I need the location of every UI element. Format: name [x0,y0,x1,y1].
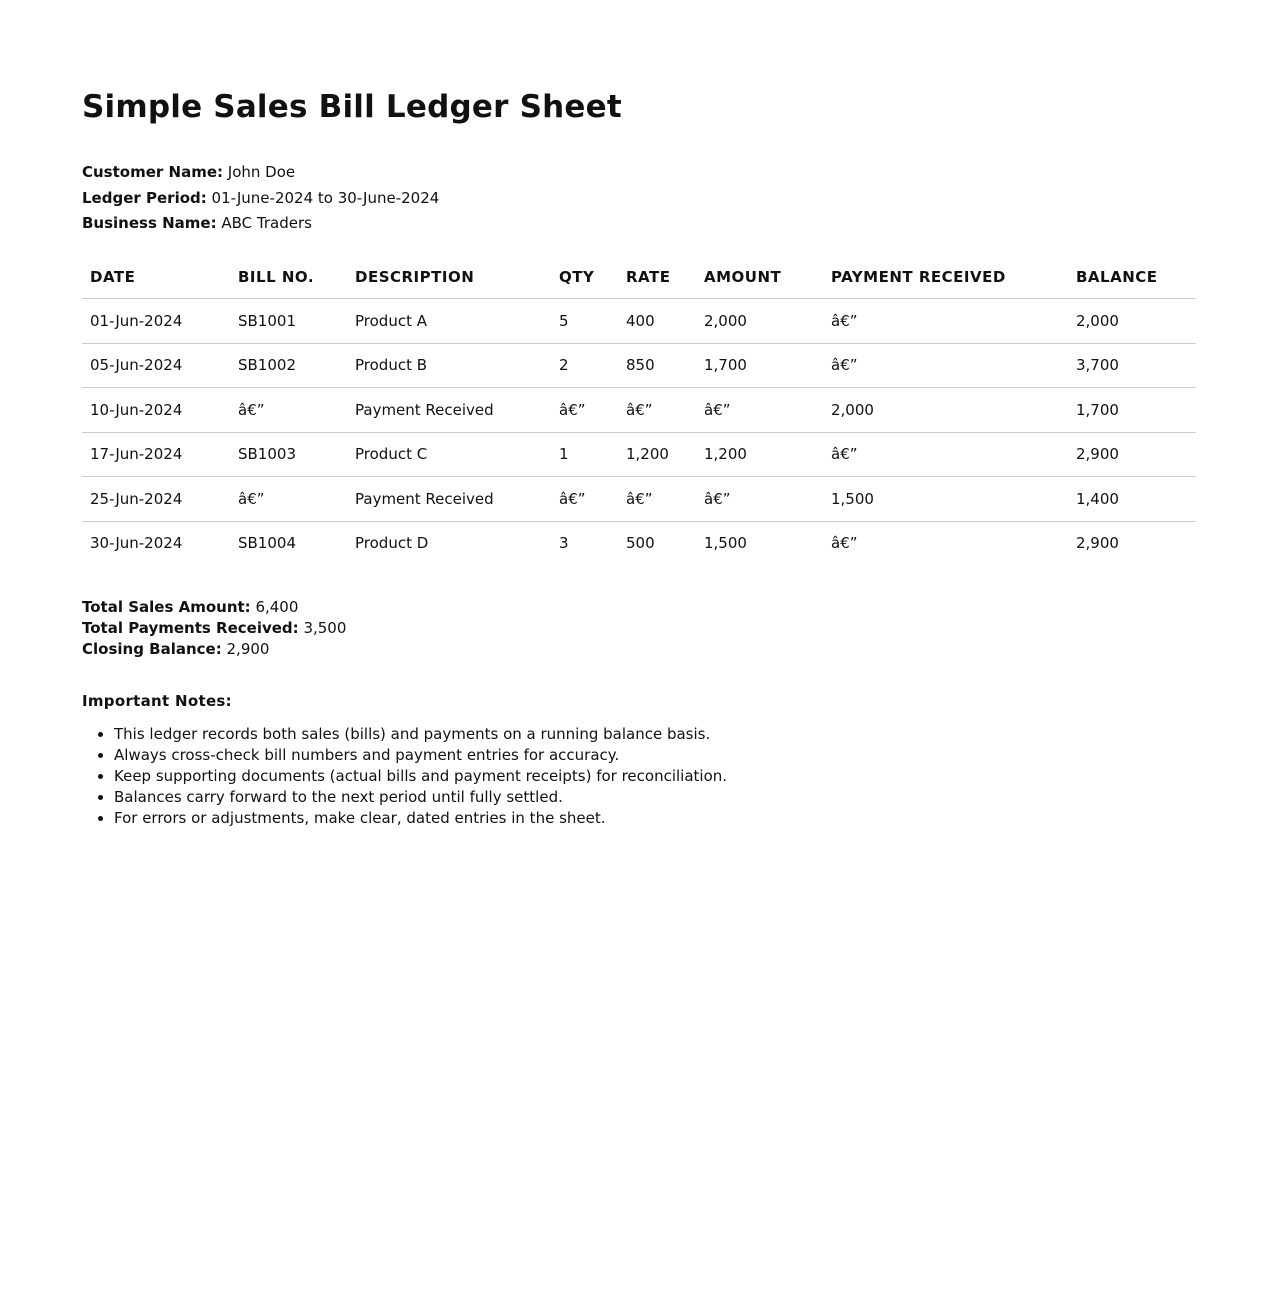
table-row [82,432,1196,477]
cell-payment-received: â€” [831,534,858,553]
meta-customer-name [82,160,439,186]
notes-heading: Important Notes: [82,692,232,710]
ledger-totals [82,597,346,660]
cell-amount: 1,700 [696,343,823,388]
table-header-row [82,256,1196,299]
column-header-payment-received: PAYMENT RECEIVED [823,256,1068,299]
cell-description: Product A [347,299,551,344]
meta-value: John Doe [227,163,296,181]
cell-amount: â€” [696,477,823,522]
column-header-description: DESCRIPTION [347,256,551,299]
cell-amount: â€” [696,388,823,433]
cell-description: Payment Received [347,477,551,522]
total-sales-amount [82,597,346,618]
page-title: Simple Sales Bill Ledger Sheet [82,89,622,125]
meta-label: Ledger Period: [82,188,207,207]
cell-rate: 1,200 [618,432,696,477]
cell-rate: â€” [618,388,696,433]
meta-ledger-period [82,186,439,212]
cell-amount: 1,500 [704,534,747,553]
table-row [82,477,1196,522]
cell-qty: 5 [551,299,618,344]
notes-list [82,724,727,829]
cell-date: 17-Jun-2024 [82,432,230,477]
cell-qty: 1 [551,432,618,477]
cell-qty: 2 [551,343,618,388]
meta-label: Business Name: [82,214,217,232]
cell-balance: 2,000 [1068,299,1196,344]
cell-bill-no: â€” [230,477,347,522]
table-row [82,388,1196,433]
cell-description: Payment Received [347,388,551,433]
cell-qty: 3 [559,534,569,553]
list-item: • For errors or adjustments, make clear, dated entries in the sheet. [114,808,727,829]
cell-balance: 3,700 [1068,343,1196,388]
table-row [82,521,1196,565]
table-row [82,343,1196,388]
cell-amount: 1,200 [696,432,823,477]
cell-bill-no: SB1003 [230,432,347,477]
meta-label: Customer Name: [82,163,223,181]
cell-payment-received: â€” [823,432,1068,477]
cell-date: 30-Jun-2024 [90,534,183,553]
total-label: Total Payments Received: [82,619,299,637]
column-header-date: DATE [82,256,230,299]
cell-bill-no: SB1004 [238,534,296,553]
cell-balance: 2,900 [1076,534,1119,553]
list-item: • Always cross-check bill numbers and payment entries for accuracy. [114,745,727,766]
cell-date: 05-Jun-2024 [82,343,230,388]
meta-value: 01-June-2024 to 30-June-2024 [211,188,440,207]
column-header-qty: QTY [551,256,618,299]
total-payments-received [82,618,346,639]
total-label: Total Sales Amount: [82,598,251,616]
closing-balance [82,639,346,660]
total-value: 3,500 [303,619,347,637]
list-item: • Keep supporting documents (actual bills and payment receipts) for reconciliation. [114,766,727,787]
cell-bill-no: SB1002 [230,343,347,388]
cell-bill-no: â€” [230,388,347,433]
cell-description: Product B [347,343,551,388]
column-header-rate: RATE [618,256,696,299]
ledger-meta [82,160,439,237]
total-label: Closing Balance: [82,640,222,658]
cell-qty: â€” [551,477,618,522]
cell-payment-received: â€” [823,343,1068,388]
cell-bill-no: SB1001 [230,299,347,344]
cell-rate: â€” [618,477,696,522]
cell-date: 10-Jun-2024 [82,388,230,433]
list-item: • This ledger records both sales (bills) and payments on a running balance basis. [114,724,727,745]
cell-description: Product C [347,432,551,477]
cell-payment-received: 2,000 [823,388,1068,433]
column-header-amount: AMOUNT [696,256,823,299]
cell-payment-received: â€” [823,299,1068,344]
column-header-balance: BALANCE [1068,256,1196,299]
cell-date: 25-Jun-2024 [82,477,230,522]
total-value: 6,400 [255,598,299,616]
total-value: 2,900 [226,640,270,658]
list-item: • Balances carry forward to the next period until fully settled. [114,787,727,808]
cell-description: Product D [355,534,429,553]
meta-value: ABC Traders [221,214,312,232]
cell-balance: 1,700 [1068,388,1196,433]
cell-date: 01-Jun-2024 [82,299,230,344]
cell-rate: 500 [626,534,655,553]
ledger-table [82,256,1196,565]
meta-business-name [82,211,439,237]
cell-amount: 2,000 [696,299,823,344]
cell-payment-received: 1,500 [823,477,1068,522]
cell-balance: 2,900 [1068,432,1196,477]
cell-balance: 1,400 [1068,477,1196,522]
cell-rate: 850 [618,343,696,388]
column-header-bill-no: BILL NO. [230,256,347,299]
cell-rate: 400 [618,299,696,344]
cell-qty: â€” [551,388,618,433]
table-row [82,299,1196,344]
